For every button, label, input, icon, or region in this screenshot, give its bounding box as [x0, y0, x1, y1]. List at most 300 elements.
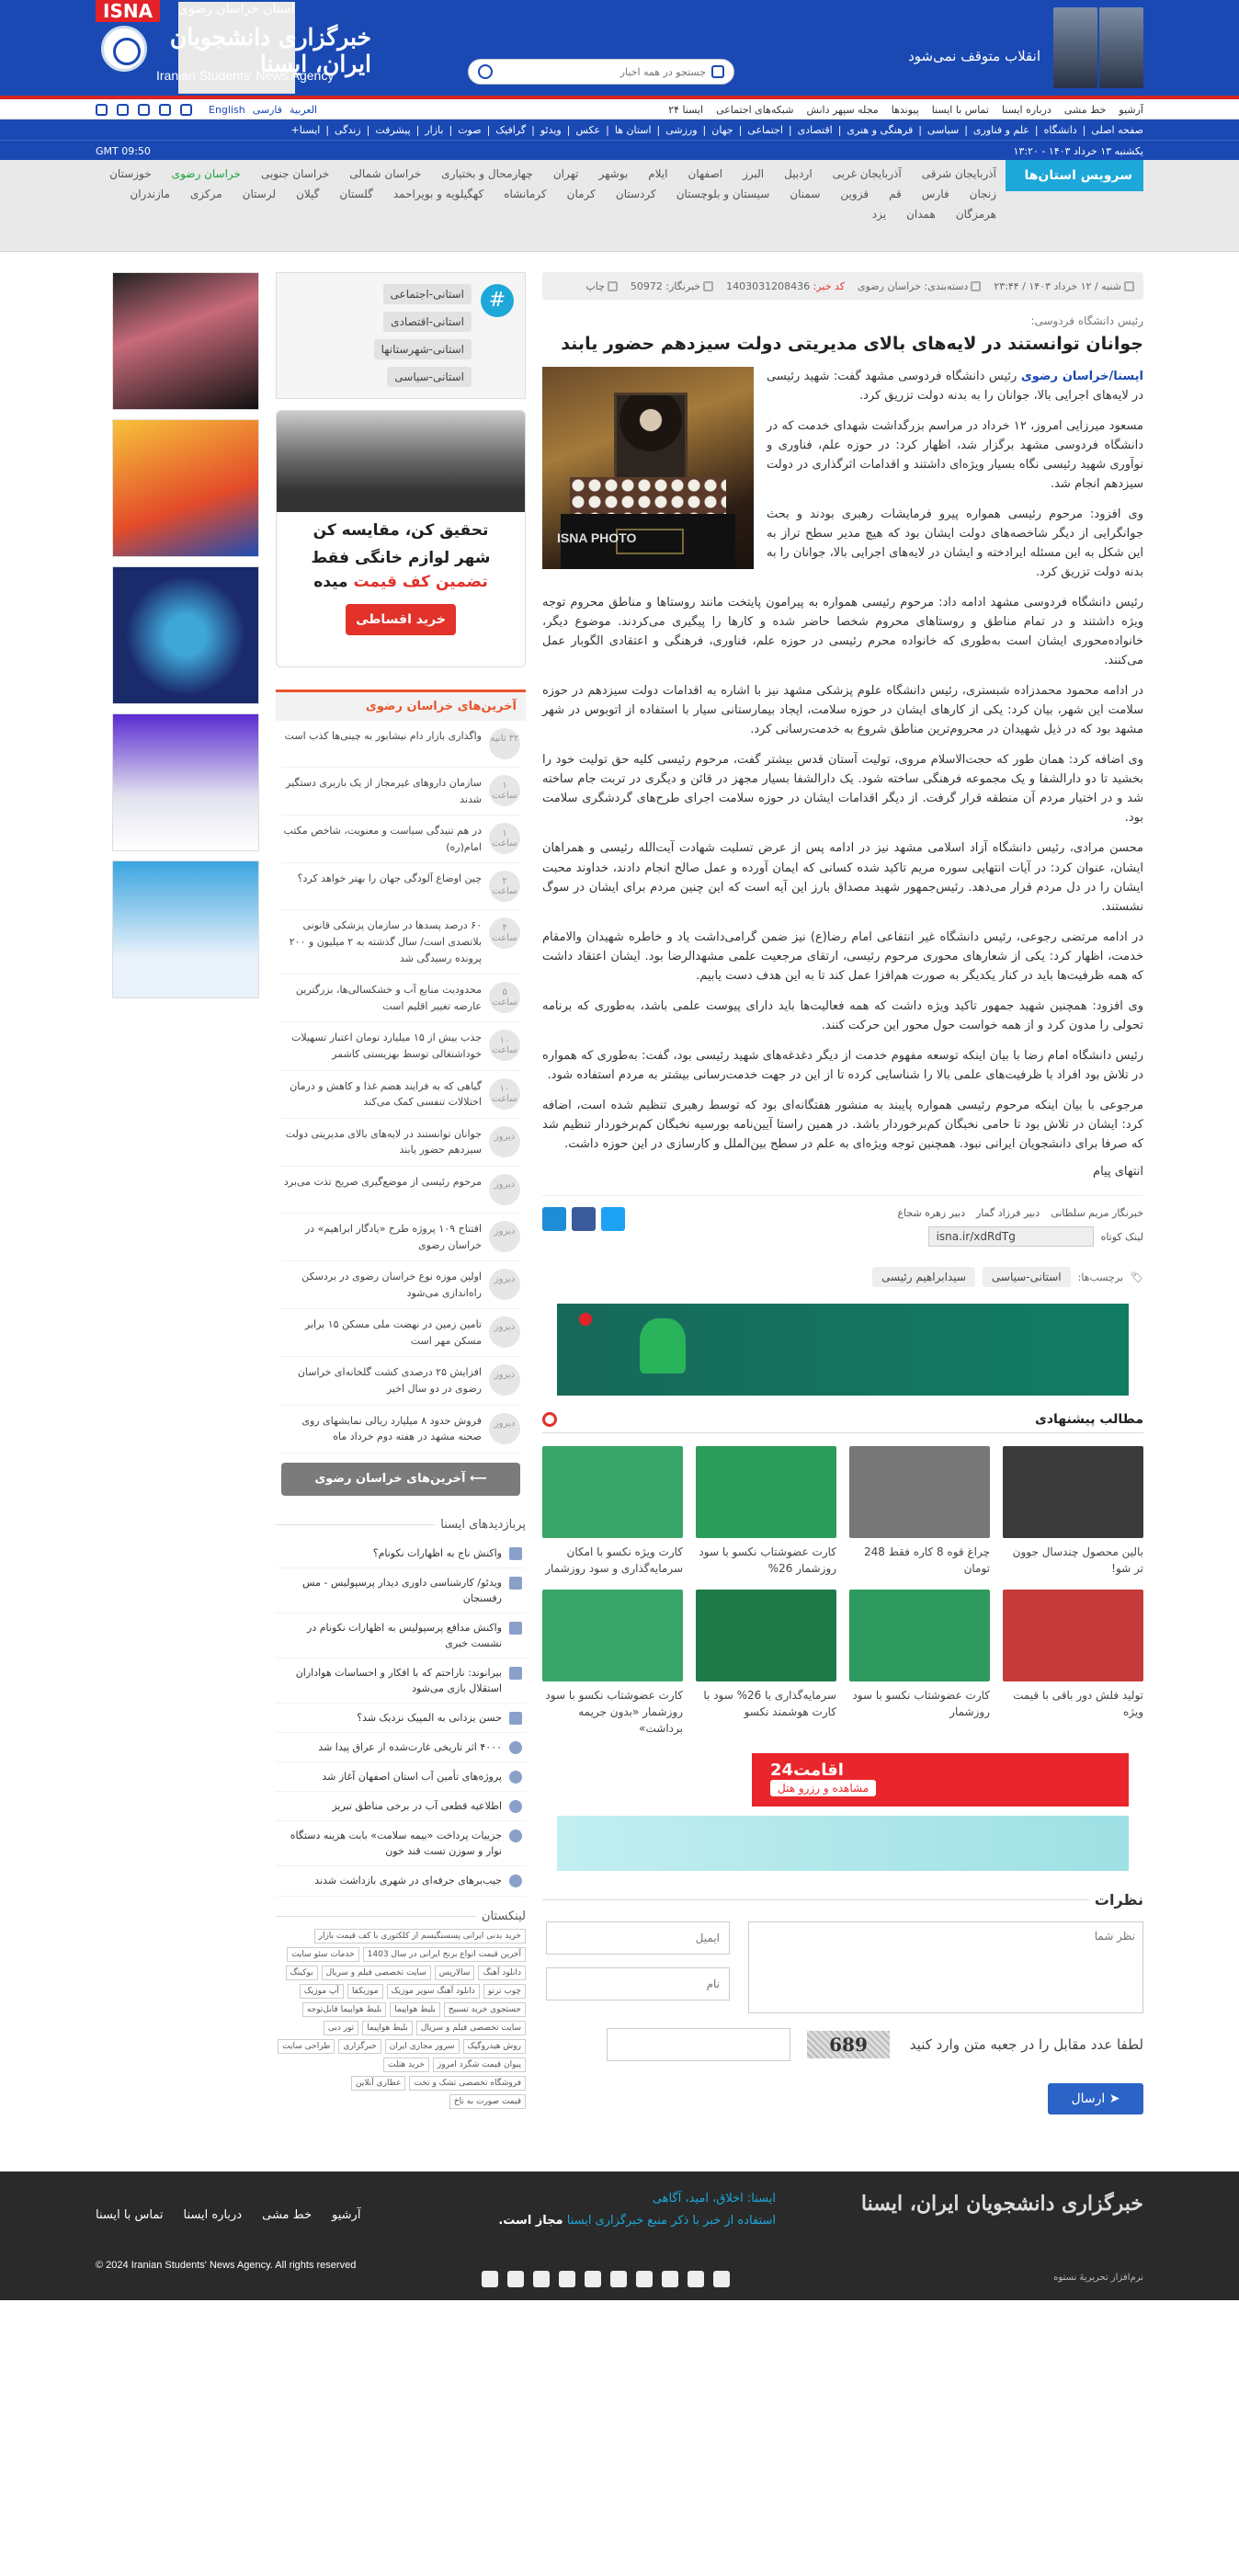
- logo-english: Iranian Students' News Agency: [156, 68, 335, 83]
- province-link[interactable]: البرز: [743, 167, 765, 180]
- article: [542, 272, 1143, 2114]
- suggestion-card[interactable]: [1003, 1446, 1143, 1577]
- ad-bank[interactable]: [112, 713, 259, 851]
- hotel-banner-sub: مشاهده و رزرو هتل: [770, 1780, 876, 1796]
- most-viewed-text[interactable]: جیب‌برهای حرفه‌ای در شهری بازداشت شدند: [314, 1875, 502, 1887]
- calendar-icon[interactable]: [711, 65, 724, 78]
- editor-name: دبیر فرزاد گمار: [976, 1207, 1040, 1220]
- footer-link[interactable]: آرشیو: [332, 2208, 361, 2223]
- send-comment-button[interactable]: ➤ ارسال: [1048, 2083, 1143, 2114]
- directory-link[interactable]: فروشگاه تخصصی تشک و تخت: [409, 2076, 526, 2091]
- bale-icon[interactable]: [636, 2271, 653, 2287]
- nav-item[interactable]: علم و فناوری: [972, 123, 1029, 136]
- article-category[interactable]: دسته‌بندی: خراسان رضوی: [858, 280, 981, 292]
- nav-item[interactable]: استان ها: [614, 123, 652, 136]
- directory-link[interactable]: خبرگزاری: [338, 2039, 381, 2054]
- search-icon[interactable]: [478, 64, 493, 79]
- latest-time: ۴ ساعت: [489, 918, 520, 949]
- latest-item[interactable]: [281, 1261, 520, 1309]
- nav-item[interactable]: اجتماعی: [747, 123, 783, 136]
- news-icon: [509, 1875, 522, 1887]
- directory-link[interactable]: تور دبی: [324, 2021, 358, 2035]
- captcha-label: لطفا عدد مقابل را در جعبه متن وارد کنید: [909, 2036, 1143, 2054]
- article-paragraph: وی افزود: مرحوم رئیسی همواره پیرو فرمایشات رهبری بودند و بحث جوانگرایی از دیگر شاخصه‌های دولت ایشان بود که هیچ مدیر سطح تراز به این شکل به این مسئله ایرادخته و ایشان در لایه‌های اجرایی بالا، جوانان را به بدنه دولت تزریق کرد.: [767, 507, 1143, 579]
- suggestion-text: بالین محصول چندسال جوون تر شو!: [1012, 1545, 1143, 1576]
- province-link[interactable]: خراسان شمالی: [349, 167, 422, 180]
- footer-motto: ایسنا: اخلاق، امید، آگاهی: [652, 2192, 776, 2206]
- search-box: [468, 59, 734, 85]
- site-logo[interactable]: [96, 0, 371, 92]
- directory-link[interactable]: بلیط هواپیما قابل‌توجه: [302, 2002, 386, 2017]
- suggestion-image: [849, 1446, 990, 1538]
- suggestion-image: [696, 1446, 836, 1538]
- province-link[interactable]: کرمانشاه: [504, 188, 547, 200]
- province-link[interactable]: آذربایجان غربی: [832, 167, 902, 180]
- latest-item[interactable]: [281, 1167, 520, 1214]
- province-link[interactable]: گیلان: [296, 188, 320, 200]
- article-paragraph: محسن مرادی، رئیس دانشگاه آزاد اسلامی مشهد نیز در ادامه پس از عرض تسلیت شهادت آیت‌الله رئیسی و همراهان ایشان، عنوان کرد: در آیات انتهایی سوره مریم تاکید شده کسانی که ایمان آورده و عمل صالح انجام دادند، خداوند محبت ایشان را در دل مردم قرار می‌دهد. رئیس‌جمهور شهید مصداق بارز این آیه است که این چنین مردم برای ایشان در سوگ نشستند.: [542, 841, 1143, 914]
- advertisement-banner[interactable]: [557, 1304, 1129, 1396]
- folder-icon: [971, 281, 981, 291]
- article-paragraph: مسعود میرزایی امروز، ۱۲ خرداد در مراسم بزرگداشت شهدای خدمت که در دانشگاه فردوسی مشهد برگزار شد، اظهار کرد: در حوزه علم، فناوری و نوآوری شهید رئیسی نگاه بسیار ویژه‌ای داشتند و اقدامات اثرگذاری در دولت سیزدهم انجام شد.: [767, 418, 1143, 491]
- x-icon[interactable]: [533, 2271, 550, 2287]
- video-icon: [509, 1622, 522, 1635]
- latest-time: ۵ ساعت: [489, 982, 520, 1013]
- language-link[interactable]: فارسی: [252, 103, 283, 116]
- most-viewed-item[interactable]: [276, 1821, 526, 1866]
- most-viewed-item[interactable]: [276, 1866, 526, 1896]
- advertisement-strip[interactable]: [557, 1816, 1129, 1871]
- telegram-icon[interactable]: [542, 1207, 566, 1231]
- header-slogan: انقلاب متوقف نمی‌شود: [908, 48, 1040, 64]
- hotel-banner[interactable]: [557, 1753, 1129, 1807]
- comment-textarea[interactable]: [748, 1921, 1143, 2013]
- directory-link[interactable]: سرور مجازی ایران: [385, 2039, 460, 2054]
- instagram-icon[interactable]: [559, 2271, 575, 2287]
- province-link[interactable]: بوشهر: [598, 167, 629, 180]
- suggestion-card[interactable]: [849, 1590, 990, 1737]
- nav-item[interactable]: صفحه اصلی: [1091, 123, 1143, 136]
- language-link[interactable]: العربیة: [290, 103, 318, 116]
- most-viewed-text[interactable]: واکنش مدافع پرسپولیس به اظهارات نکونام در نشست خبری: [307, 1621, 502, 1650]
- latest-text[interactable]: واگذاری بازار دام نیشابور به چینی‌ها کذب است: [284, 730, 482, 742]
- nav-separator: |: [656, 123, 661, 136]
- directory-link[interactable]: سایت تخصصی فیلم و سریال: [322, 1966, 431, 1980]
- top-link[interactable]: خط مشی: [1063, 103, 1107, 116]
- latest-text[interactable]: جذب بیش از ۱۵ میلیارد تومان اعتبار تسهیلات خوداشتغالی توسط بهزیستی کاشمر: [291, 1032, 482, 1060]
- article-tags: [542, 1267, 1143, 1287]
- directory-link[interactable]: سایت تخصصی فیلم و سریال: [416, 2021, 526, 2035]
- province-link[interactable]: فارس: [921, 188, 949, 200]
- article-photo[interactable]: [542, 367, 754, 569]
- directory-link[interactable]: بلیط هواپیما: [390, 2002, 440, 2017]
- latest-text[interactable]: چین اوضاع آلودگی جهان را بهتر خواهد کرد؟: [297, 872, 482, 885]
- nav-separator: |: [837, 123, 842, 136]
- province-link[interactable]: هرمزگان: [955, 208, 996, 221]
- directory-link[interactable]: دانلود آهنگ سوپر موزیک: [387, 1984, 480, 1999]
- latest-text[interactable]: اولین موزه نوع خراسان رضوی در بردسکن راه‌اندازی می‌شود: [301, 1271, 482, 1299]
- nav-separator: |: [738, 123, 743, 136]
- suggestion-text: چراغ قوه 8 کاره فقط 248 تومان: [863, 1545, 990, 1576]
- province-link[interactable]: زنجان: [969, 188, 996, 200]
- latest-item[interactable]: [281, 1119, 520, 1167]
- comment-form: [542, 1921, 1143, 2013]
- latest-news-title: آخرین‌های خراسان رضوی: [276, 692, 526, 721]
- province-link[interactable]: ایلام: [648, 167, 668, 180]
- language-links: [201, 104, 317, 116]
- hashtag-icon: #: [481, 284, 514, 317]
- link-directory: [276, 1909, 526, 2109]
- print-icon: [608, 281, 618, 291]
- rss-icon[interactable]: [96, 104, 108, 116]
- latest-time: دیروز: [489, 1269, 520, 1300]
- latest-text[interactable]: مرحوم رئیسی از موضع‌گیری صریح تذت می‌برد: [283, 1175, 482, 1188]
- latest-item[interactable]: [281, 1406, 520, 1453]
- latest-time: دیروز: [489, 1316, 520, 1348]
- latest-text[interactable]: محدودیت منابع آب و خشکسالی‌ها، بزرگترین عارضه تغییر اقلیم است: [295, 984, 482, 1012]
- nav-separator: |: [325, 123, 330, 136]
- province-list: [96, 160, 1006, 252]
- province-service-title: سرویس استان‌ها: [1006, 160, 1143, 191]
- name-field[interactable]: [546, 1967, 730, 2000]
- latest-text[interactable]: در هم تنیدگی سیاست و معنویت، شاخص مکتب امام(ره): [283, 825, 482, 853]
- android-icon[interactable]: [138, 104, 150, 116]
- article-code: کد خبر: 1403031208436: [726, 279, 845, 292]
- top-link[interactable]: آرشیو: [1119, 103, 1143, 116]
- top-links: [668, 104, 1143, 116]
- captcha-input[interactable]: [607, 2028, 790, 2061]
- ad-ironrun[interactable]: [112, 419, 259, 557]
- nav-item[interactable]: عکس: [575, 123, 601, 136]
- print-icon[interactable]: [180, 104, 192, 116]
- youtube-icon[interactable]: [585, 2271, 601, 2287]
- suggestion-card[interactable]: [696, 1590, 836, 1737]
- latest-item[interactable]: [281, 910, 520, 975]
- footer-link[interactable]: خط مشی: [262, 2208, 313, 2223]
- most-viewed-item[interactable]: [276, 1658, 526, 1704]
- top-link[interactable]: درباره ایسنا: [1001, 103, 1051, 116]
- province-link[interactable]: قزوین: [840, 188, 870, 200]
- directory-link[interactable]: خرید بدنی ایرانی پسسنگیسم از کلکتوری با کف قیمت بازار: [314, 1929, 526, 1943]
- latest-item[interactable]: [281, 768, 520, 815]
- latest-item[interactable]: [281, 863, 520, 910]
- directory-link[interactable]: بلیط هواپیما: [362, 2021, 413, 2035]
- email-field[interactable]: [546, 1921, 730, 1955]
- latest-item[interactable]: [281, 1309, 520, 1357]
- latest-text[interactable]: ۶۰ درصد پسدها در سازمان پزشکی قانونی بلاتصدی است/ سال گذشته به ۲ میلیون و ۲۰۰ پرونده رسیدگی شد: [289, 919, 482, 964]
- directory-link[interactable]: قیمت صورت به ناخ: [449, 2094, 526, 2109]
- article-reporter: خبرنگار: 50972: [631, 280, 713, 292]
- latest-more-button[interactable]: ⟵ آخرین‌های خراسان رضوی: [281, 1463, 520, 1496]
- suggestion-image: [696, 1590, 836, 1681]
- most-viewed-text[interactable]: اطلاعیه قطعی آب در برخی مناطق تبریز: [332, 1800, 502, 1813]
- print-button[interactable]: چاپ: [585, 280, 618, 292]
- article-footer: [542, 1195, 1143, 1247]
- article-paragraph: رئیس دانشگاه فردوسی مشهد ادامه داد: مرحوم رئیسی همواره به پیرامون پایتخت مانند روستاها و مناطق محروم توجه ویژه داشتند و در تمام مناطق و روستاهای محروم شخصا حاضر شده و کارها را پیگیری می‌کردند. موضوع دیگر، خانواده‌محوری ایشان است به‌طوری که خانواده محرم رئیسی در حوزه علم، فناوری، فرهنگی و اعتقادی الگوبار عمل می‌کنند.: [542, 595, 1143, 668]
- top-link[interactable]: تماس با ایسنا: [931, 103, 989, 116]
- flower-arrangement: [570, 477, 726, 514]
- province-link[interactable]: همدان: [906, 208, 936, 221]
- editor-name: خبرنگار مریم سلطانی: [1051, 1207, 1143, 1220]
- top-link[interactable]: ایسنا ۲۴: [668, 103, 704, 116]
- nav-separator: |: [788, 123, 792, 136]
- nav-item[interactable]: پیشرفت: [375, 123, 411, 136]
- ad-image: [277, 411, 525, 512]
- comments-section: [542, 1891, 1143, 2114]
- video-icon: [509, 1667, 522, 1680]
- latest-item[interactable]: [281, 815, 520, 863]
- nav-item[interactable]: جهان: [711, 123, 733, 136]
- gmt-time: GMT 09:50: [96, 144, 151, 157]
- province-link[interactable]: آذربایجان شرقی: [921, 167, 996, 180]
- nav-item[interactable]: گرافیک: [495, 123, 527, 136]
- latest-text[interactable]: تامین زمین در نهضت ملی مسکن ۱۵ برابر مسکن مهر است: [304, 1318, 482, 1347]
- suggestion-image: [542, 1590, 683, 1681]
- latest-time: دیروز: [489, 1126, 520, 1157]
- latest-text[interactable]: افزایش ۲۵ درصدی کشت گلخانه‌ای خراسان رضوی در دو سال اخیر: [297, 1366, 482, 1396]
- main-nav: [0, 120, 1239, 140]
- most-viewed-text[interactable]: حسن یزدانی به المپیک نزدیک شد؟: [357, 1712, 502, 1725]
- nav-separator: |: [918, 123, 922, 136]
- eitaa-icon[interactable]: [662, 2271, 678, 2287]
- video-icon: [509, 1712, 522, 1725]
- category-tag[interactable]: استانی-اجتماعی: [383, 284, 472, 304]
- latest-time: ۲ ساعت: [489, 871, 520, 902]
- province-link[interactable]: سیستان و بلوچستان: [676, 188, 770, 200]
- latest-item[interactable]: [281, 1214, 520, 1261]
- province-link[interactable]: سمنان: [790, 188, 821, 200]
- category-tag[interactable]: استانی-شهرستانها: [374, 339, 472, 359]
- latest-text[interactable]: جوانان توانستند در لایه‌های بالای مدیریتی دولت سیزدهم حضور یابند: [285, 1127, 482, 1157]
- nav-item[interactable]: اقتصادی: [797, 123, 833, 136]
- footer-logo[interactable]: خبرگزاری دانشجویان ایران، ایسنا: [860, 2192, 1143, 2217]
- province-link[interactable]: مرکزی: [189, 188, 222, 200]
- directory-link[interactable]: طراحی سایت: [278, 2039, 335, 2054]
- article-date: شنبه / ۱۲ خرداد ۱۴۰۳ / ۲۳:۴۴: [994, 280, 1134, 292]
- province-link[interactable]: خراسان جنوبی: [260, 167, 330, 180]
- latest-time: ۱ ساعت: [489, 775, 520, 806]
- province-link[interactable]: خراسان رضوی: [171, 167, 241, 180]
- photo-watermark: ISNA PHOTO: [557, 530, 637, 545]
- rss-icon[interactable]: [507, 2271, 524, 2287]
- footer-copy-notice: استفاده از خبر با ذکر منبع خبرگزاری ایسنا مجاز است.: [498, 2214, 776, 2228]
- province-link[interactable]: خوزستان: [109, 167, 152, 180]
- most-viewed-item[interactable]: [276, 1792, 526, 1821]
- article-paragraph: وی افزود: همچنین شهید جمهور تاکید ویژه داشت که همه فعالیت‌ها باید دارای پیوست علمی باشد، به‌طوری که برنامه تحولی را مدون کرد و از همه خواست حول محور این حرکت کنند.: [542, 998, 1143, 1032]
- ad-buy-button[interactable]: خرید اقساطی: [346, 604, 456, 635]
- hotel-banner-title: اقامت24: [770, 1761, 844, 1781]
- directory-link[interactable]: موزیکفا: [347, 1984, 383, 1999]
- directory-link[interactable]: بوکینگ: [286, 1966, 318, 1980]
- province-link[interactable]: چهارمحال و بختیاری: [441, 167, 533, 180]
- suggestion-image: [542, 1446, 683, 1538]
- latest-text[interactable]: فروش حدود ۸ میلیارد ریالی نمایشهای روی صحنه مشهد در هفته دوم خرداد ماه: [301, 1414, 482, 1443]
- directory-link[interactable]: جستجوی خرید تسبیح: [444, 2002, 526, 2017]
- sidebar-advertisement[interactable]: [276, 410, 526, 667]
- province-name: استان خراسان رضوی: [178, 2, 295, 94]
- latest-item[interactable]: [281, 1022, 520, 1070]
- footer-link[interactable]: تماس با ایسنا: [96, 2208, 164, 2223]
- nav-item[interactable]: ایسنا+: [290, 123, 321, 136]
- sidebar: [276, 272, 526, 2114]
- most-viewed-text[interactable]: پروژه‌های تأمین آب استان اصفهان آغاز شد: [322, 1771, 502, 1784]
- category-tag[interactable]: استانی-سیاسی: [387, 367, 472, 387]
- portrait-frame: [614, 393, 688, 481]
- most-viewed-text[interactable]: ۴۰۰۰ اثر تاریخی غارت‌شده از عراق پیدا شد: [318, 1741, 502, 1754]
- suggestions-grid: [542, 1446, 1143, 1737]
- ad-line-1: تحقیق کن، مقایسه کن: [313, 521, 489, 540]
- nav-item[interactable]: ورزشی: [665, 123, 698, 136]
- province-link[interactable]: کردستان: [615, 188, 656, 200]
- lead-source[interactable]: ایسنا/خراسان رضوی: [1020, 369, 1143, 383]
- top-link[interactable]: پیوندها: [891, 103, 919, 116]
- directory-link[interactable]: آخرین قیمت انواع برنج ایرانی در سال 1403: [363, 1947, 526, 1962]
- latest-item[interactable]: [281, 1071, 520, 1119]
- ad-line-3: تضمین کف قیمت میده: [313, 573, 488, 591]
- tag-link[interactable]: استانی-سیاسی: [983, 1267, 1071, 1287]
- tags-label: برچسب‌ها:: [1077, 1271, 1124, 1283]
- suggestion-card[interactable]: [542, 1446, 683, 1577]
- most-viewed-item[interactable]: [276, 1568, 526, 1613]
- links-title: لینکستان: [276, 1909, 526, 1923]
- suggestion-card[interactable]: [542, 1590, 683, 1737]
- ad-line-2: شهر لوازم خانگی فقط: [311, 549, 491, 567]
- latest-time: دیروز: [489, 1413, 520, 1444]
- tag-icon: 🏷: [1131, 1271, 1143, 1283]
- most-viewed-text[interactable]: بیرانوند: ناراحتم که با افکار و احساسات هواداران استقلال بازی می‌شود: [295, 1667, 502, 1695]
- nav-separator: |: [449, 123, 453, 136]
- latest-text[interactable]: افتتاح ۱۰۹ پروژه طرح «یادگار ابراهیم» در خراسان رضوی: [304, 1222, 482, 1251]
- province-link[interactable]: گلستان: [339, 188, 373, 200]
- grid-icon[interactable]: [482, 2271, 498, 2287]
- most-viewed-item[interactable]: [276, 1613, 526, 1658]
- current-date: یکشنبه ۱۳ خرداد ۱۴۰۳ - ۱۳:۲۰: [1013, 144, 1143, 157]
- most-viewed-item[interactable]: [276, 1539, 526, 1568]
- search-input[interactable]: [493, 66, 706, 78]
- footer-link[interactable]: درباره ایسنا: [183, 2208, 243, 2223]
- most-viewed-item[interactable]: [276, 1704, 526, 1733]
- directory-link[interactable]: دانلود آهنگ: [478, 1966, 526, 1980]
- province-link[interactable]: لرستان: [242, 188, 277, 200]
- news-icon: [509, 1800, 522, 1813]
- province-link[interactable]: کرمان: [566, 188, 596, 200]
- suggestion-card[interactable]: [696, 1446, 836, 1577]
- rubika-icon[interactable]: [688, 2271, 704, 2287]
- language-link[interactable]: English: [209, 103, 245, 116]
- copyright: © 2024 Iranian Students' News Agency. All rights reserved: [96, 2260, 357, 2272]
- directory-link[interactable]: پیوان قیمت شگرد امروز: [433, 2057, 526, 2072]
- directory-link[interactable]: خرید هتلت: [383, 2057, 429, 2072]
- province-link[interactable]: کهگیلویه و بویراحمد: [392, 188, 484, 200]
- nav-item[interactable]: صوت: [458, 123, 482, 136]
- suggestion-card[interactable]: [849, 1446, 990, 1577]
- short-link-value[interactable]: isna.ir/xdRdTg: [928, 1226, 1094, 1247]
- province-service: [0, 160, 1239, 252]
- editors: [897, 1207, 1143, 1247]
- nav-separator: |: [366, 123, 370, 136]
- category-tag[interactable]: استانی-اقتصادی: [383, 312, 472, 332]
- province-link[interactable]: مازندران: [130, 188, 170, 200]
- suggestion-image: [1003, 1446, 1143, 1538]
- ad-loyalty[interactable]: [112, 861, 259, 998]
- top-link[interactable]: مجله سپهر دانش: [806, 103, 879, 116]
- article-body: [542, 367, 1143, 1155]
- share-buttons: [542, 1207, 625, 1231]
- directory-link[interactable]: چوب ترنو: [483, 1984, 526, 1999]
- nav-item[interactable]: فرهنگی و هنری: [847, 123, 914, 136]
- date-bar: [0, 140, 1239, 160]
- end-of-message: انتهای پیام: [1093, 1165, 1143, 1180]
- telegram-icon[interactable]: [610, 2271, 627, 2287]
- comments-title: نظرات: [542, 1891, 1143, 1909]
- aparat-icon[interactable]: [713, 2271, 730, 2287]
- latest-item[interactable]: [281, 1357, 520, 1405]
- nav-separator: |: [702, 123, 707, 136]
- most-viewed-item[interactable]: [276, 1733, 526, 1762]
- directory-link[interactable]: آپ موزیک: [300, 1984, 344, 1999]
- editor-name: دبیر زهره شجاع: [897, 1207, 965, 1220]
- mail-icon[interactable]: [117, 104, 129, 116]
- tag-link[interactable]: سیدابراهیم رئیسی: [872, 1267, 975, 1287]
- top-link[interactable]: شبکه‌های اجتماعی: [716, 103, 794, 116]
- province-link[interactable]: اصفهان: [688, 167, 723, 180]
- ad-network-logo-icon[interactable]: [542, 1412, 557, 1427]
- province-link[interactable]: قم: [889, 188, 902, 200]
- directory-link[interactable]: خدمات سئو سایت: [287, 1947, 359, 1962]
- latest-item[interactable]: [281, 721, 520, 768]
- nav-item[interactable]: سیاسی: [926, 123, 960, 136]
- nav-item[interactable]: ویدئو: [540, 123, 562, 136]
- latest-item[interactable]: [281, 975, 520, 1022]
- most-viewed: [276, 1518, 526, 1897]
- province-link[interactable]: تهران: [552, 167, 579, 180]
- article-paragraph: در ادامه مرتضی رجوعی، رئیس دانشگاه غیر انتفاعی امام رضا(ع) نیز ضمن گرامی‌داشت یاد و خاطره شهیدان والامقام خدمت، اظهار کرد: یکی از شعارهای محوری مرحوم رئیسی، ارتقای مرجعیت علمی مشهدالرضا بود. ایشان اعتقاد داشت که همه ظرفیت‌ها باید در کنار یکدیگر به صورت هم‌افزا عمل کند تا به این هدف دست یابیم.: [542, 929, 1143, 983]
- nav-item[interactable]: زندگی: [335, 123, 361, 136]
- article-meta: [542, 272, 1143, 300]
- facebook-icon[interactable]: [572, 1207, 596, 1231]
- ad-flamingo[interactable]: [112, 272, 259, 410]
- most-viewed-title: پربازدیدهای ایسنا: [276, 1518, 526, 1532]
- article-headline: جوانان توانستند در لایه‌های بالای مدیریتی دولت سیزدهم حضور یابند: [561, 334, 1143, 354]
- province-link[interactable]: یزد: [871, 208, 887, 221]
- directory-link[interactable]: عطاری آنلاین: [351, 2076, 405, 2091]
- most-viewed-text[interactable]: واکنش ناج به اظهارات نکونام؟: [372, 1546, 502, 1559]
- province-link[interactable]: اردبیل: [784, 167, 813, 180]
- article-paragraph: در ادامه محمود محمدزاده شبستری، رئیس دانشگاه علوم پزشکی مشهد نیز با اشاره به اقدامات دولت سیزدهم در حوزه سلامت این شهر، بیان کرد: یکی از کارهای ایشان در حوزه سلامت، ایجاد بیمارستانی سیار با استفاده از اتوبوس در شهر مشهد بود که در ذیل شهیدان در محروم‌ترین مناطق شروع به خدمت‌رسانی کرد.: [542, 684, 1143, 737]
- ad-logo[interactable]: [112, 566, 259, 704]
- short-link: [897, 1226, 1143, 1247]
- suggestion-text: تولید فلش دور باقی با قیمت ویژه: [1013, 1689, 1143, 1719]
- nav-separator: |: [531, 123, 535, 136]
- footer-links: [96, 2208, 360, 2222]
- most-viewed-item[interactable]: [276, 1762, 526, 1792]
- most-viewed-text[interactable]: جزییات پرداخت «بیمه سلامت» بابت هزینه دستگاه نوار و سوزن تست قند خون: [290, 1829, 502, 1858]
- latest-time: ۱ ساعت: [489, 823, 520, 854]
- directory-link[interactable]: سالارپس: [435, 1966, 475, 1980]
- latest-time: دیروز: [489, 1221, 520, 1252]
- latest-text[interactable]: سازمان دارو‌های غیرمجاز از یک باربری دستگیر شدند: [286, 777, 482, 805]
- nav-item[interactable]: دانشگاه: [1043, 123, 1077, 136]
- most-viewed-text[interactable]: ویدئو/ کارشناسی داوری دیدار پرسپولیس - مس رفسنجان: [302, 1576, 502, 1604]
- directory-link[interactable]: روش هیدروگیک: [463, 2039, 526, 2054]
- latest-text[interactable]: گیاهی که به فرایند هضم غذا و کاهش و درمان اختلالات تنفسی کمک می‌کند: [290, 1079, 482, 1109]
- suggestion-card[interactable]: [1003, 1590, 1143, 1737]
- suggestion-text: سرمایه‌گذاری با 26% سود با کارت هوشمند نکسو: [703, 1689, 836, 1719]
- apple-icon[interactable]: [159, 104, 171, 116]
- twitter-icon[interactable]: [601, 1207, 625, 1231]
- nav-item[interactable]: بازار: [425, 123, 444, 136]
- nav-separator: |: [415, 123, 420, 136]
